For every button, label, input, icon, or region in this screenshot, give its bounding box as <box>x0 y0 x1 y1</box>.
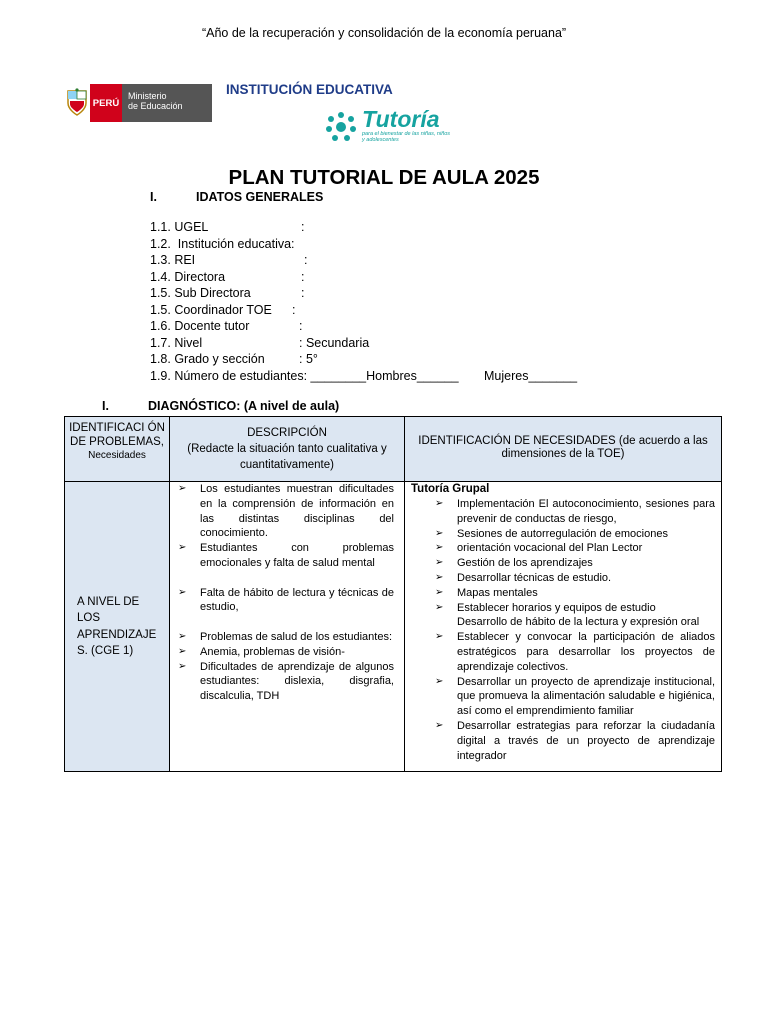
table-row <box>65 482 722 772</box>
arrow-bullet-icon: ➢ <box>178 645 187 657</box>
arrow-bullet-icon: ➢ <box>435 571 444 583</box>
list-item: ➢ Falta de hábito de lectura y técnicas de estudio, <box>178 586 394 614</box>
arrow-bullet-icon: ➢ <box>435 675 444 687</box>
arrow-bullet-icon: ➢ <box>435 498 444 509</box>
list-item: ➢ Desarrollar técnicas de estudio. <box>435 571 612 584</box>
list-item: ➢ orientación vocacional del Plan Lector <box>435 542 643 555</box>
arrow-bullet-icon: ➢ <box>178 483 187 494</box>
table-header-row <box>65 417 722 482</box>
arrow-bullet-icon: ➢ <box>435 557 444 569</box>
list-item: ➢ Establecer y convocar la participación de aliados estratégicos para desarrollar los proyectos de aprendizaje colectivos. <box>435 631 715 673</box>
ministry-line2: de Educación <box>128 101 183 111</box>
header-identification: IDENTIFICACI ÓN DE PROBLEMAS, Necesidades <box>65 417 170 482</box>
list-item-plain: Desarrollo de hábito de la lectura y expresión oral <box>457 616 700 629</box>
section-2-title: DIAGNÓSTICO: (A nivel de aula) <box>148 399 340 413</box>
section-1-title: IDATOS GENERALES <box>196 190 324 204</box>
list-item: ➢ Estudiantes con problemas emocionales y falta de salud mental <box>178 542 394 569</box>
header-needs: IDENTIFICACIÓN DE NECESIDADES (de acuerdo a las dimensiones de la TOE) <box>405 417 722 482</box>
arrow-bullet-icon: ➢ <box>435 719 444 731</box>
institution-title: INSTITUCIÓN EDUCATIVA <box>226 82 393 97</box>
list-item: ➢ Establecer horarios y equipos de estudio <box>435 601 656 614</box>
ministry-line1: Ministerio <box>128 91 167 101</box>
tutoria-dots-icon <box>322 110 360 144</box>
peru-shield-icon <box>64 84 90 122</box>
list-item: ➢ Anemia, problemas de visión- <box>178 645 345 658</box>
needs-heading: Tutoría Grupal <box>411 483 490 495</box>
year-quote: “Año de la recuperación y consolidación de la economía peruana” <box>201 26 567 40</box>
list-item: ➢ Dificultades de aprendizaje de algunos estudiantes: dislexia, disgrafia, discalculia, TDH <box>178 660 394 703</box>
ministry-label <box>122 84 212 122</box>
list-item: ➢ Desarrollar estrategias para reforzar la ciudadanía digital a través de un proyecto de aprendizaje integrador <box>435 719 715 762</box>
list-item: ➢ Sesiones de autorregulación de emociones <box>435 527 668 540</box>
section-1-heading <box>150 190 323 204</box>
peru-label: PERÚ <box>90 84 122 122</box>
list-item: ➢ Implementación El autoconocimiento, sesiones para prevenir de conductas de riesgo, <box>435 498 715 525</box>
arrow-bullet-icon: ➢ <box>178 660 187 672</box>
arrow-bullet-icon: ➢ <box>435 542 444 554</box>
diagnosis-table <box>64 416 722 772</box>
document-page: “Año de la recuperación y consolidación de la economía peruana” PERÚ Ministerio de Educación INSTITUCIÓN EDUCATIVA Tutoría para el bienestar de las niñas, niños y adolescentes PLAN TUTORIAL DE AULA 2025 I. IDATOS GENERALES 1.1. UGEL : 1.2. Institución educativa: 1.3. REI : 1.4. Directora : 1.5. Sub Directora : 1.5. Coordinador TOE : 1.6. Docente tutor : 1.7. Nivel : Secundaria 1.8. Grado y sección : 5° 1.9. Número de estudiantes: ________Hombres______ Mujeres_______ I. DIAGNÓSTICO: (A nivel de aula) IDENTIFICACI ÓN DE PROBLEMAS, Necesidades DESCRIPCIÓN (Redacte la situación tanto cualitativa y cuantitativamente) IDENTIFICACIÓN DE NECESIDADES (de acuerdo a las dimensiones de la TOE) A NIVEL DE LOS APRENDIZAJE S. (CGE 1) ➢ Los estudiantes muestran dificultades en la comprensión de información en las distintas disciplinas del conocimiento. ➢ Estudiantes con problemas emocionales y falta de salud mental ➢ Falta de hábito de lectura y técnicas de estudio, ➢ Problemas de salud de los estudiantes: ➢ Anemia, problemas de visión- ➢ Dificultades de aprendizaje de algunos estudiantes: dislexia, disgrafia, discalculia, TDH Tutoría Grupal ➢ Implementación El autoconocimiento, sesiones para prevenir de conductas de riesgo, ➢ Sesiones de autorregulación de emociones ➢ orientación vocacional del Plan Lector ➢ Gestión de los aprendizajes ➢ Desarrollar técnicas de estudio. ➢ Mapas mentales ➢ Establecer horarios y equipos de estudio Desarrollo de hábito de la lectura y expresión oral ➢ Establecer y convocar la participación de aliados estratégicos para desarrollar los proyectos de aprendizaje colectivos. ➢ Desarrollar un proyecto de aprendizaje institucional, que promueva la alimentación saludable e higiénica, así como el emprendimiento familiar ➢ Desarrollar estrategias para reforzar la ciudadanía digital a través de un proyecto de aprendizaje integrador <box>0 0 768 1024</box>
tutoria-tagline: para el bienestar de las niñas, niños y adolescentes <box>362 131 451 143</box>
needs-list <box>411 497 715 763</box>
list-item: ➢ Problemas de salud de los estudiantes: <box>178 630 393 643</box>
list-item: ➢ Desarrollar un proyecto de aprendizaje institucional, que promueva la alimentación saludable e higiénica, así como el emprendimiento familiar <box>435 675 715 718</box>
list-item: ➢ Los estudiantes muestran dificultades en la comprensión de información en las distintas disciplinas del conocimiento. <box>178 483 394 540</box>
section-1-number: I. <box>150 190 157 204</box>
arrow-bullet-icon: ➢ <box>178 542 187 554</box>
tutoria-word: Tutoría <box>362 106 440 132</box>
description-cell <box>170 482 405 772</box>
needs-cell <box>405 482 722 772</box>
arrow-bullet-icon: ➢ <box>435 631 444 643</box>
arrow-bullet-icon: ➢ <box>435 527 444 539</box>
list-item: ➢ Mapas mentales <box>435 586 538 599</box>
section-2-number: I. <box>102 399 109 413</box>
header-description: DESCRIPCIÓN (Redacte la situación tanto cualitativa y cuantitativamente) <box>170 417 405 482</box>
page-title: PLAN TUTORIAL DE AULA 2025 <box>228 166 540 189</box>
level-label: A NIVEL DE LOS APRENDIZAJE S. (CGE 1) <box>65 482 170 772</box>
section-2-heading <box>102 399 339 413</box>
arrow-bullet-icon: ➢ <box>178 586 187 598</box>
list-item: ➢ Gestión de los aprendizajes <box>435 557 593 570</box>
arrow-bullet-icon: ➢ <box>435 601 444 613</box>
arrow-bullet-icon: ➢ <box>178 630 187 642</box>
arrow-bullet-icon: ➢ <box>435 586 444 598</box>
minedu-logo <box>64 84 212 122</box>
tutoria-logo <box>322 106 452 146</box>
